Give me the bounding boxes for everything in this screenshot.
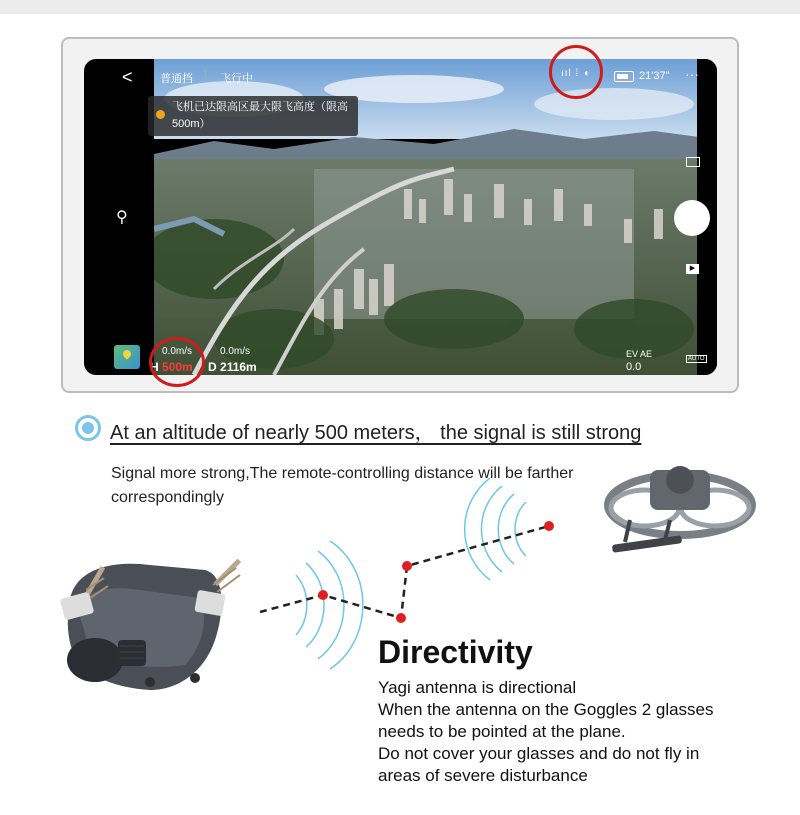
path-point <box>318 590 328 600</box>
path-point <box>402 561 412 571</box>
directivity-line: When the antenna on the Goggles 2 glasses <box>378 700 714 719</box>
directivity-line: Do not cover your glasses and do not fly in <box>378 744 700 763</box>
back-chevron-icon[interactable]: < <box>122 67 133 87</box>
drone-takeoff-icon[interactable]: ⚲ <box>116 209 128 226</box>
directivity-body <box>378 677 778 787</box>
path-point <box>544 521 554 531</box>
flight-mode-label[interactable]: 普通挡 <box>160 73 193 85</box>
vertical-speed: 0.0m/s <box>220 346 251 357</box>
distance-value: 2116m <box>220 360 257 374</box>
directivity-line: areas of severe disturbance <box>378 766 588 785</box>
height-value: 500m <box>162 360 193 374</box>
directivity-line: Yagi antenna is directional <box>378 678 577 697</box>
drone-illustration <box>608 466 752 553</box>
ev-ae-label: EV AE <box>626 349 653 359</box>
more-menu-icon[interactable]: ··· <box>685 66 699 82</box>
directivity-title: Directivity <box>378 634 533 670</box>
subtext: Signal more strong,The remote-controlling distance will be farther correspondingly <box>111 465 574 506</box>
flight-path-line <box>260 526 549 618</box>
horizontal-speed: 0.0m/s <box>162 346 193 357</box>
separator: | <box>204 68 207 80</box>
ev-value[interactable]: 0.0 <box>626 361 642 373</box>
height-label: H <box>150 360 159 374</box>
warning-text: 飞机已达限高区最大限飞高度（限高 500m） <box>172 101 348 130</box>
flight-state-label: 飞行中 <box>220 73 253 85</box>
distance-label: D <box>208 360 217 374</box>
signal-strength-icon: ııl ⁞ ◖ <box>561 68 591 79</box>
headline: At an altitude of nearly 500 meters， the signal is still strong <box>110 422 642 444</box>
playback-icon[interactable]: ▶ <box>686 264 699 274</box>
path-point <box>396 613 406 623</box>
remaining-flight-time: 21'37" <box>639 70 670 82</box>
auto-badge[interactable]: AUTO <box>688 356 705 362</box>
directivity-line: needs to be pointed at the plane. <box>378 722 626 741</box>
goggles-illustration <box>60 559 241 690</box>
signal-waves-right <box>465 478 526 580</box>
